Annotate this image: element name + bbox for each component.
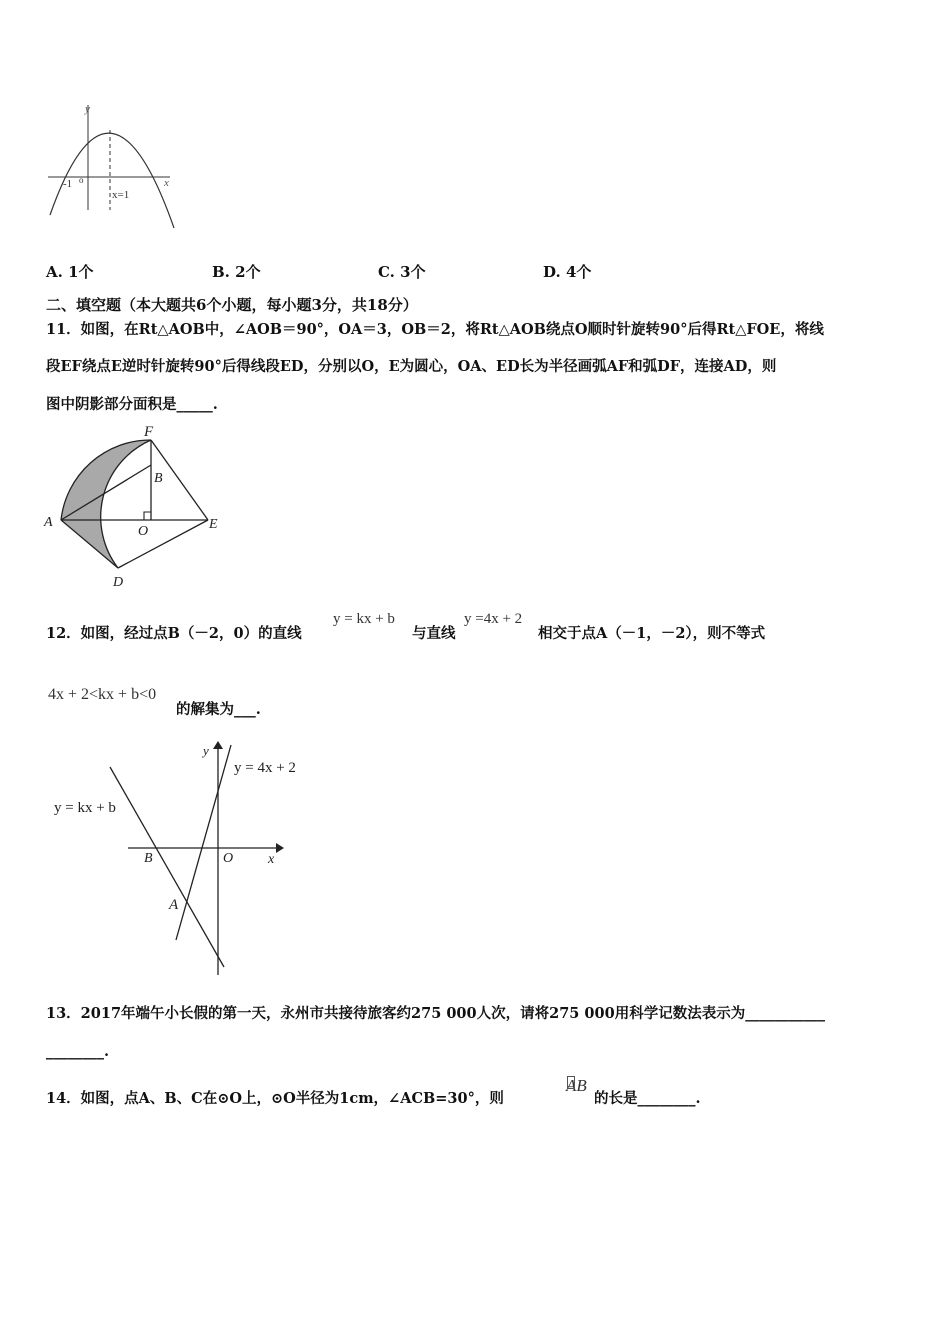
- option-a: A. 1个: [46, 263, 94, 281]
- axis-y-label: y: [85, 103, 90, 115]
- option-c: C. 3个: [378, 263, 426, 281]
- fig-o-label: O: [223, 851, 234, 866]
- q11-line3: 图中阴影部分面积是_____.: [46, 396, 218, 413]
- line-4x-2: [176, 745, 234, 940]
- q12-tail: 的解集为___.: [176, 701, 261, 718]
- axis-x-label: x: [164, 177, 169, 189]
- arc-ab-label: AB: [566, 1076, 587, 1095]
- shaded-region: [61, 440, 151, 568]
- q12-middle: 与直线: [412, 625, 456, 642]
- q14-arc: [566, 1076, 587, 1096]
- fig-b-label: B: [144, 851, 153, 866]
- line-kx-b: [110, 767, 224, 967]
- q11-figure: [40, 420, 230, 590]
- label-d: D: [113, 575, 124, 590]
- fig-eq1-label: y = kx + b: [54, 800, 116, 816]
- fig-y-label: y: [203, 743, 209, 758]
- option-d: D. 4个: [543, 263, 592, 281]
- fig-x-label: x: [268, 852, 275, 867]
- option-b: B. 2个: [212, 263, 261, 281]
- origin-label: o: [79, 175, 84, 185]
- label-a: A: [44, 515, 53, 530]
- q12-eq1: y = kx + b: [333, 611, 395, 627]
- q13-line1: 13．2017年端午小长假的第一天，永州市共接待旅客约275 000人次，请将275 000用科学记数法表示为___________: [46, 1005, 825, 1022]
- q11-line1: 11．如图，在Rt△AOB中，∠AOB＝90°，OA＝3，OB＝2，将Rt△AOB绕点O顺时针旋转90°后得Rt△FOE，将线: [46, 321, 824, 338]
- parabola-figure: [40, 100, 190, 232]
- q14-prefix: 14．如图，点A、B、C在⊙O上，⊙O半径为1cm，∠ACB=30°，则: [46, 1090, 504, 1107]
- fig-a-label: A: [169, 897, 179, 913]
- root-label: -1: [63, 178, 73, 190]
- q12-inequality: 4x + 2<kx + b<0: [48, 686, 157, 703]
- q14-suffix: 的长是________.: [594, 1090, 701, 1107]
- q12-suffix: 相交于点A（－1，－2），则不等式: [538, 625, 766, 642]
- label-o: O: [138, 524, 149, 539]
- q12-prefix: 12．如图，经过点B（－2，0）的直线: [46, 625, 302, 642]
- label-e: E: [209, 517, 218, 532]
- q12-figure: [48, 735, 318, 985]
- label-f: F: [144, 424, 154, 440]
- fig-eq2-label: y = 4x + 2: [234, 760, 296, 776]
- q11-line2: 段EF绕点E逆时针旋转90°后得线段ED，分别以O，E为圆心，OA、ED长为半径画弧AF和弧DF，连接AD，则: [46, 358, 777, 375]
- label-b: B: [154, 471, 163, 486]
- q12-eq2: y =4x + 2: [464, 611, 523, 627]
- axis-line-label: x=1: [112, 189, 130, 201]
- section-title: 二、填空题（本大题共6个小题，每小题3分，共18分）: [46, 296, 418, 314]
- q13-line2: ________.: [46, 1043, 110, 1060]
- arc-mark: [567, 1076, 575, 1089]
